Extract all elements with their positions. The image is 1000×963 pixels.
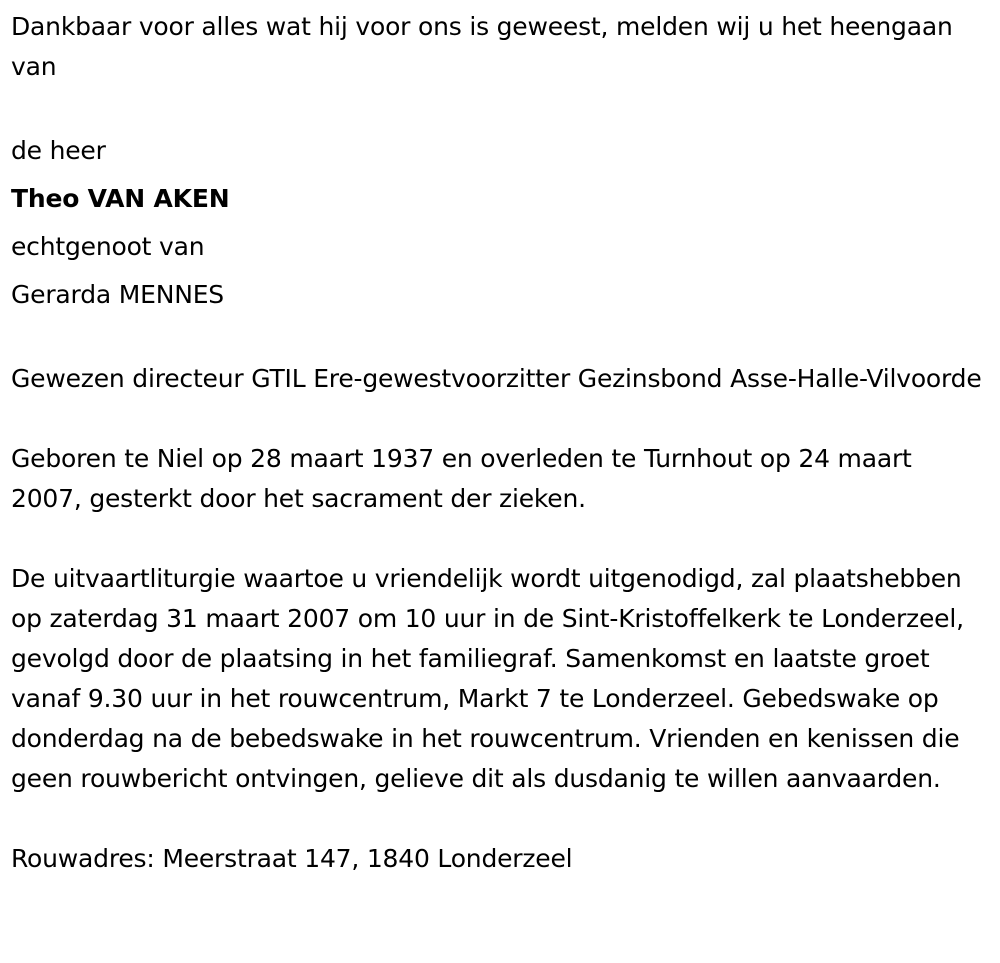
address-text: Rouwadres: Meerstraat 147, 1840 Londerzeel bbox=[11, 844, 573, 873]
honorific-text: de heer bbox=[11, 136, 106, 165]
titles-text: Gewezen directeur GTIL Ere-gewestvoorzitter Gezinsbond Asse-Halle-Vilvoorde bbox=[11, 364, 982, 393]
spouse-name: Gerarda MENNES bbox=[11, 280, 224, 309]
spacer bbox=[11, 399, 988, 439]
spacer bbox=[11, 799, 988, 839]
birth-death-text: Geboren te Niel op 28 maart 1937 en overleden te Turnhout op 24 maart 2007, gesterkt door het sacrament der zieken. bbox=[11, 444, 912, 513]
intro-text: Dankbaar voor alles wat hij voor ons is geweest, melden wij u het heengaan van bbox=[11, 12, 953, 81]
spacer bbox=[11, 87, 988, 127]
relation-label: echtgenoot van bbox=[11, 232, 205, 261]
spacer bbox=[11, 319, 988, 359]
deceased-name: Theo VAN AKEN bbox=[11, 184, 230, 213]
funeral-text: De uitvaartliturgie waartoe u vriendelijk wordt uitgenodigd, zal plaatshebben op zaterdag 31 maart 2007 om 10 uur in de Sint-Kristoffelkerk te Londerzeel, gevolgd door de plaatsing in het familiegraf. Samenkomst en laatste groet vanaf 9.30 uur in het rouwcentrum, Markt 7 te Londerzeel. Gebedswake op donderdag na de bebedswake in het rouwcentrum. Vrienden en kenissen die geen rouwbericht ontvingen, gelieve dit als dusdanig te willen aanvaarden. bbox=[11, 564, 964, 793]
spacer bbox=[11, 519, 988, 559]
